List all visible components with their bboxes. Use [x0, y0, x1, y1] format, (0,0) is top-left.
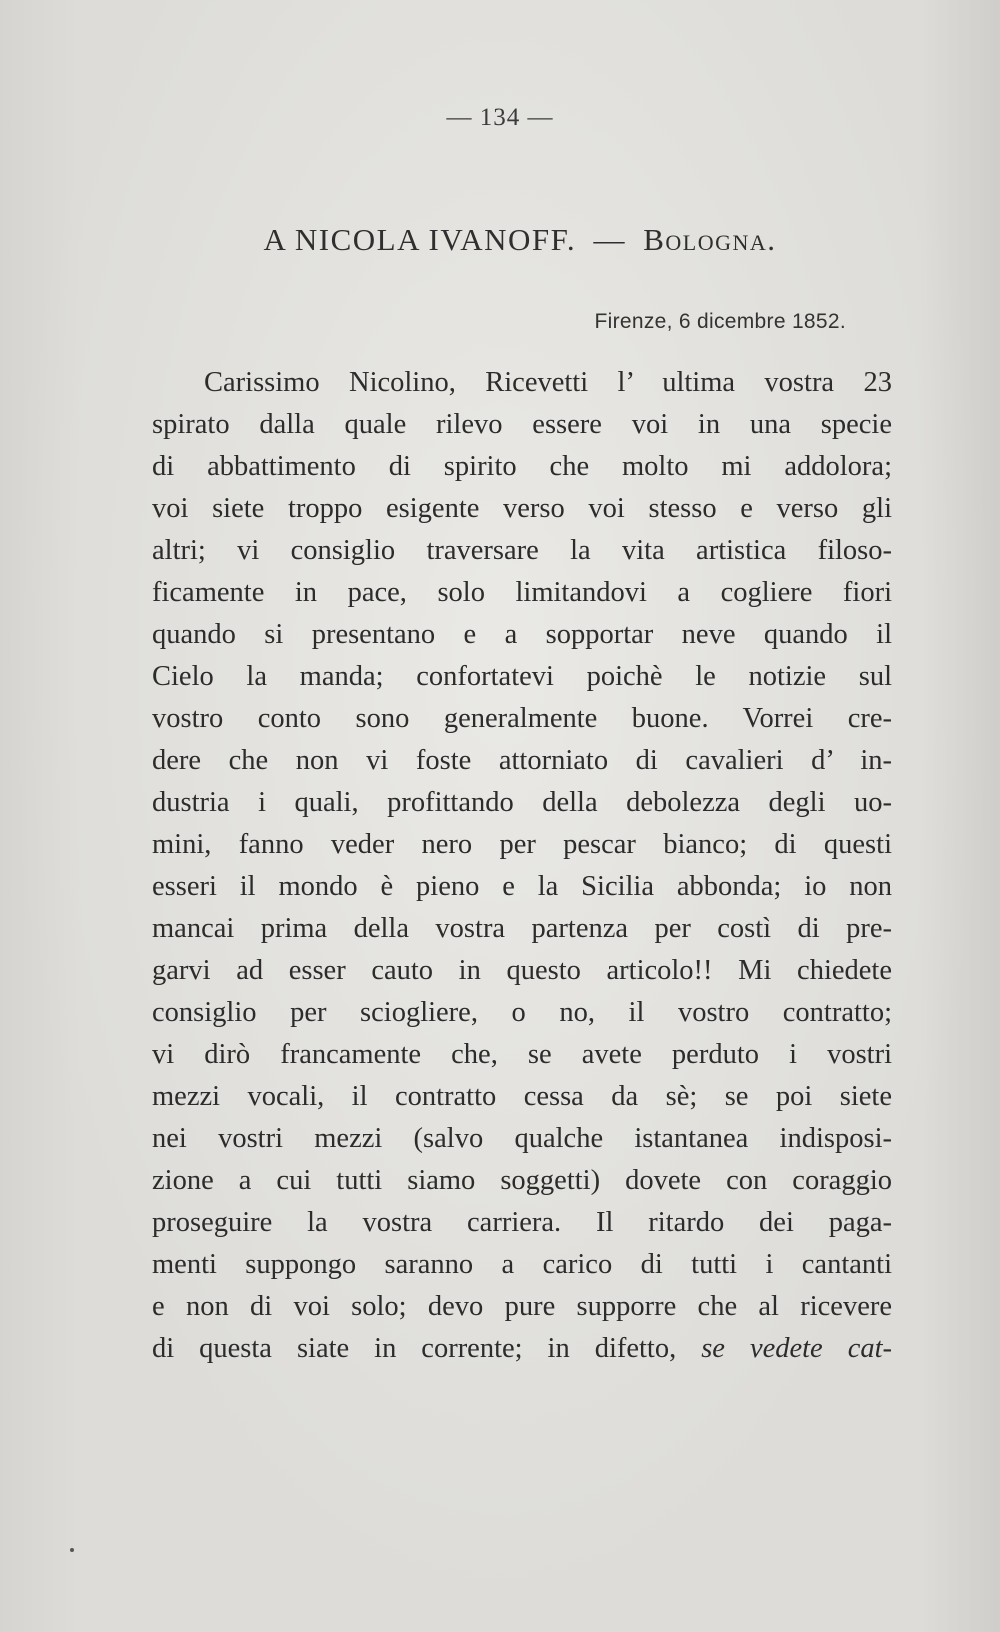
text-line: Cielo la manda; confortatevi poichè le notizie sul — [152, 661, 892, 692]
text-line: spirato dalla quale rilevo essere voi in una specie — [152, 409, 892, 440]
text-line: nei vostri mezzi (salvo qualche istantanea indisposi- — [152, 1123, 892, 1154]
text-line: mancai prima della vostra partenza per costì di pre- — [152, 913, 892, 944]
heading-city: Bologna. — [643, 222, 777, 257]
text-line: zione a cui tutti siamo soggetti) dovete con coraggio — [152, 1165, 892, 1196]
last-line-roman: di questa siate in corrente; in difetto, — [152, 1333, 677, 1364]
heading-separator: — — [593, 222, 626, 257]
letter-heading — [0, 222, 1000, 258]
heading-addressee: A NICOLA IVANOFF. — [263, 222, 577, 257]
text-line: Carissimo Nicolino, Ricevetti l’ ultima vostra 23 — [204, 367, 892, 398]
text-line: vi dirò francamente che, se avete perduto i vostri — [152, 1039, 892, 1070]
page-number: — 134 — — [446, 104, 554, 131]
text-line: dustria i quali, profittando della debolezza degli uo- — [152, 787, 892, 818]
text-line: mini, fanno veder nero per pescar bianco; di questi — [152, 829, 892, 860]
text-line: e non di voi solo; devo pure supporre che al ricevere — [152, 1291, 892, 1322]
text-line: quando si presentano e a sopportar neve quando il — [152, 619, 892, 650]
text-line: proseguire la vostra carriera. Il ritardo dei paga- — [152, 1207, 892, 1238]
text-line: voi siete troppo esigente verso voi stesso e verso gli — [152, 493, 892, 524]
text-line: dere che non vi foste attorniato di cavalieri d’ in- — [152, 745, 892, 776]
text-line: vostro conto sono generalmente buone. Vorrei cre- — [152, 703, 892, 734]
last-line-italic: se vedete cat- — [701, 1333, 893, 1364]
dateline: Firenze, 6 dicembre 1852. — [594, 310, 846, 333]
letter-body — [152, 362, 892, 1370]
text-line: garvi ad esser cauto in questo articolo!! Mi chiedete — [152, 955, 892, 986]
text-line: esseri il mondo è pieno e la Sicilia abbonda; io non — [152, 871, 892, 902]
text-line: consiglio per sciogliere, o no, il vostro contratto; — [152, 997, 892, 1028]
text-line-last — [152, 1328, 892, 1370]
text-line: mezzi vocali, il contratto cessa da sè; se poi siete — [152, 1081, 892, 1112]
paper-speck — [70, 1548, 74, 1552]
text-line: ficamente in pace, solo limitandovi a cogliere fiori — [152, 577, 892, 608]
text-line: di abbattimento di spirito che molto mi addolora; — [152, 451, 892, 482]
text-line: altri; vi consiglio traversare la vita artistica filoso- — [152, 535, 892, 566]
text-line: menti suppongo saranno a carico di tutti i cantanti — [152, 1249, 892, 1280]
